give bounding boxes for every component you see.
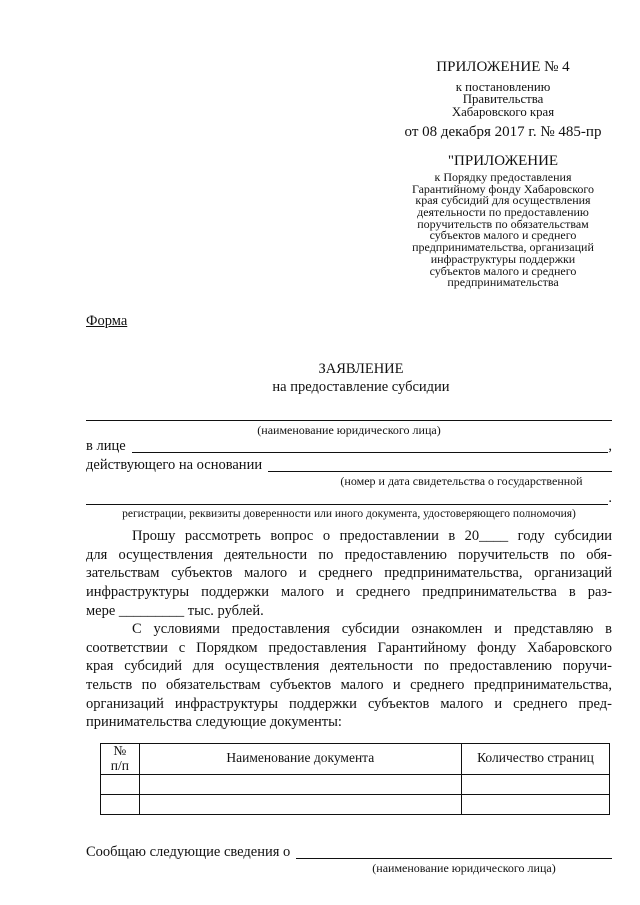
registration-input-line [86,489,608,505]
annex-line: Гарантийному фонду Хабаровского [411,181,595,196]
annex-line: поручительств по обязательствам [417,216,589,231]
col-header-number-line1: № [113,743,127,759]
basis-line [86,456,612,475]
table-row [101,794,610,814]
resolution-line: Хабаровского края [451,104,555,119]
resolution-line: Правительства [462,92,544,107]
info-line [86,843,612,862]
annex-line: деятельности по предоставлению [417,205,589,219]
resolution-date: от 08 декабря 2017 г. № 485-пр [404,123,602,140]
documents-table [100,743,610,815]
in-person-label: в лице [86,438,126,455]
paragraph-line: соответствии с Порядком предоставления Гарантийному фонду Хабаровского [86,639,612,656]
form-fields [86,405,612,522]
table-cell-empty [461,794,609,814]
request-paragraph [86,527,612,620]
annex-line: края субсидий для осуществления [415,193,591,208]
conditions-paragraph [86,620,612,732]
col-header-document-name: Наименование документа [139,743,461,774]
registration-suffix: . [608,489,612,506]
col-header-number [101,743,140,774]
form-label: Форма [86,312,128,329]
annex-reference [394,169,612,290]
paragraph-line: зательствам субъектов малого и среднего предпринимательства, организаций [86,565,612,582]
basis-label: действующего на основании [86,457,263,474]
appendix-header-block [394,58,612,289]
table-cell-empty [101,774,140,794]
info-label: Сообщаю следующие сведения о [86,843,291,860]
table-cell-empty [139,774,461,794]
table-cell-empty [101,794,140,814]
annex-line: к Порядку предоставления [434,169,572,184]
in-person-input-line [132,437,609,453]
org-name-caption: (наименование юридического лица) [257,422,441,437]
table-cell-empty [461,774,609,794]
paragraph-line: принимательства следующие документы: [86,714,342,731]
annex-line: предпринимательства, организаций [412,240,594,255]
info-input-line [296,843,612,859]
annex-line: субъектов малого и среднего [429,228,577,243]
paragraph-line: тельств по обязательствам субъектов малого и среднего предпринимательства, [86,676,612,693]
footer-fields [86,843,612,876]
table-row [101,774,610,794]
annex-line: предпринимательства [447,275,559,290]
basis-caption: (номер и дата свидетельства о государственной [340,474,583,489]
org-name-input-line [86,405,612,421]
document-title-line2: на предоставление субсидии [272,379,450,396]
paragraph-line: Прошу рассмотреть вопрос о предоставлении в 20____ году субсидии [132,528,612,545]
document-title-line1: ЗАЯВЛЕНИЕ [318,360,404,377]
paragraph-line: мере _________ тыс. рублей. [86,602,264,619]
table-cell-empty [139,794,461,814]
in-person-line [86,437,612,456]
resolution-reference [394,81,612,118]
appendix-number: ПРИЛОЖЕНИЕ № 4 [436,59,570,75]
col-header-number-line2: п/п [110,757,129,773]
annex-title: "ПРИЛОЖЕНИЕ [447,152,559,169]
paragraph-line: края субсидий для осуществления деятельности по предоставлению поручи- [86,658,612,675]
basis-input-line [268,456,612,472]
in-person-suffix: , [608,438,612,455]
document-title [110,360,612,397]
paragraph-line: инфраструктуры поддержки малого и среднего предпринимательства в раз- [86,583,612,600]
paragraph-line: для осуществления деятельности по предоставлению поручительств по обя- [86,546,612,563]
registration-caption: регистрации, реквизиты доверенности или иного документа, удостоверяющего полномочия) [122,507,576,520]
table-header-row [101,743,610,774]
registration-blank-line [86,489,612,508]
annex-line: субъектов малого и среднего [429,263,577,278]
org-name-blank-line [86,405,612,424]
col-header-page-count: Количество страниц [461,743,609,774]
annex-line: инфраструктуры поддержки [430,251,576,266]
info-caption: (наименование юридического лица) [372,860,556,875]
paragraph-line: С условиями предоставления субсидии ознакомлен и представляю в [132,621,612,638]
paragraph-line: организаций инфраструктуры поддержки субъектов малого и среднего пред- [86,695,612,712]
resolution-line: к постановлению [455,80,551,94]
